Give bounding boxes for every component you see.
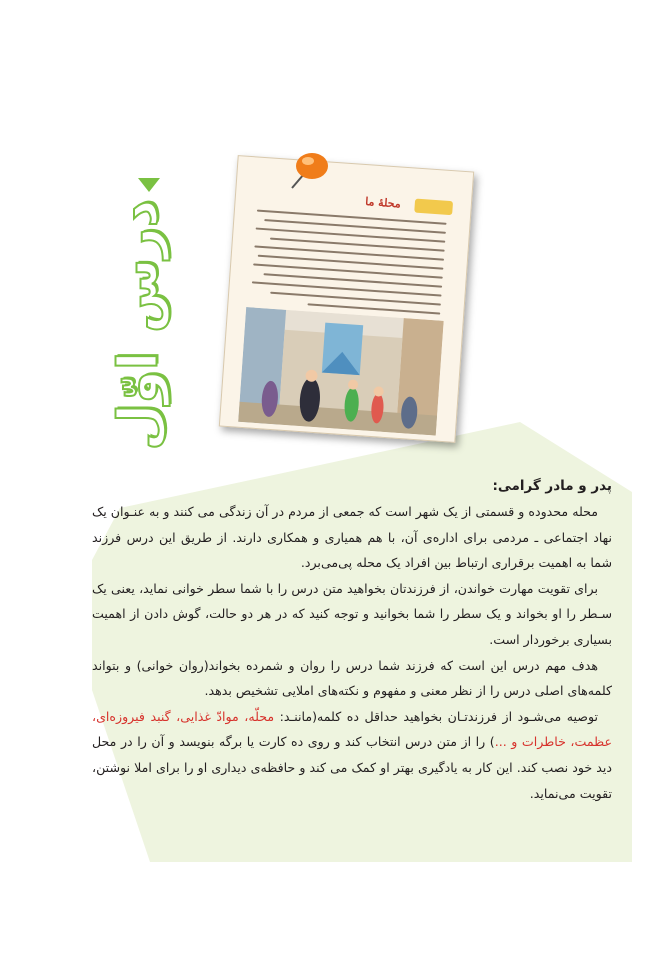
paragraph-2: برای تقویت مهارت خواندن، از فرزندتان بخواهید متن درس را با شما سطر خوانی نماید، یعنی یک سـطر را او بخواند و یک سطر را شما بخوانید و توجه کنید که در هر دو حالت، گوش دادن از اهمیت بسیاری برخوردار است. — [92, 580, 612, 647]
example-words: محلّه، موادّ غذایی، گنبد فیروزه‌ای، عظمت، خاطرات و ... — [92, 708, 612, 750]
push-pin-icon — [282, 150, 332, 192]
paragraph-4-end: ) را از متن درس انتخاب کند و روی ده کارت یا برگه بنویسد و آن را در محل دید خود نصب کند. این کار به یادگیری بهتر او کمک می کند و حافظه‌ی دیداری او را برای املا نوشتن، تقویت می‌نماید. — [92, 734, 612, 801]
note-heading: پدر و مادر گرامی: — [492, 478, 612, 494]
paragraph-4 — [92, 704, 612, 806]
paragraph-1: محله محدوده و قسمتی از یک شهر است که جمعی از مردم در آن زندگی می کنند و به عنـوان یک نهاد اجتماعی ـ مردمی برای اداره‌ی آن، با هم همیاری و همکاری دارند. از طریق این درس فرزند شما به اهمیت برقراری ارتباط بین افراد یک محله پی‌می‌برد. — [92, 504, 612, 571]
parent-note — [92, 473, 612, 806]
book-page-title: محلهٔ ما — [364, 195, 402, 211]
paragraph-3: هدف مهم درس این است که فرزند شما درس را روان و شمرده بخواند(روان خوانی) و بتواند کلمه‌های اصلی درس را از نظر معنی و مفهوم و نکته‌های املایی تشخیص بدهد. — [92, 657, 612, 699]
triangle-marker-icon — [138, 178, 160, 192]
bazaar-illustration — [238, 307, 444, 436]
book-page-text-lines — [250, 210, 446, 322]
book-page-thumbnail — [219, 155, 474, 443]
lesson-title: درس اوّل — [106, 199, 170, 451]
lesson-title-block — [88, 178, 170, 451]
lesson-badge — [414, 199, 453, 216]
paragraph-4-start: توصیه می‌شـود از فرزندتـان بخواهید حداقل ده کلمه(ماننـد: — [274, 708, 598, 724]
